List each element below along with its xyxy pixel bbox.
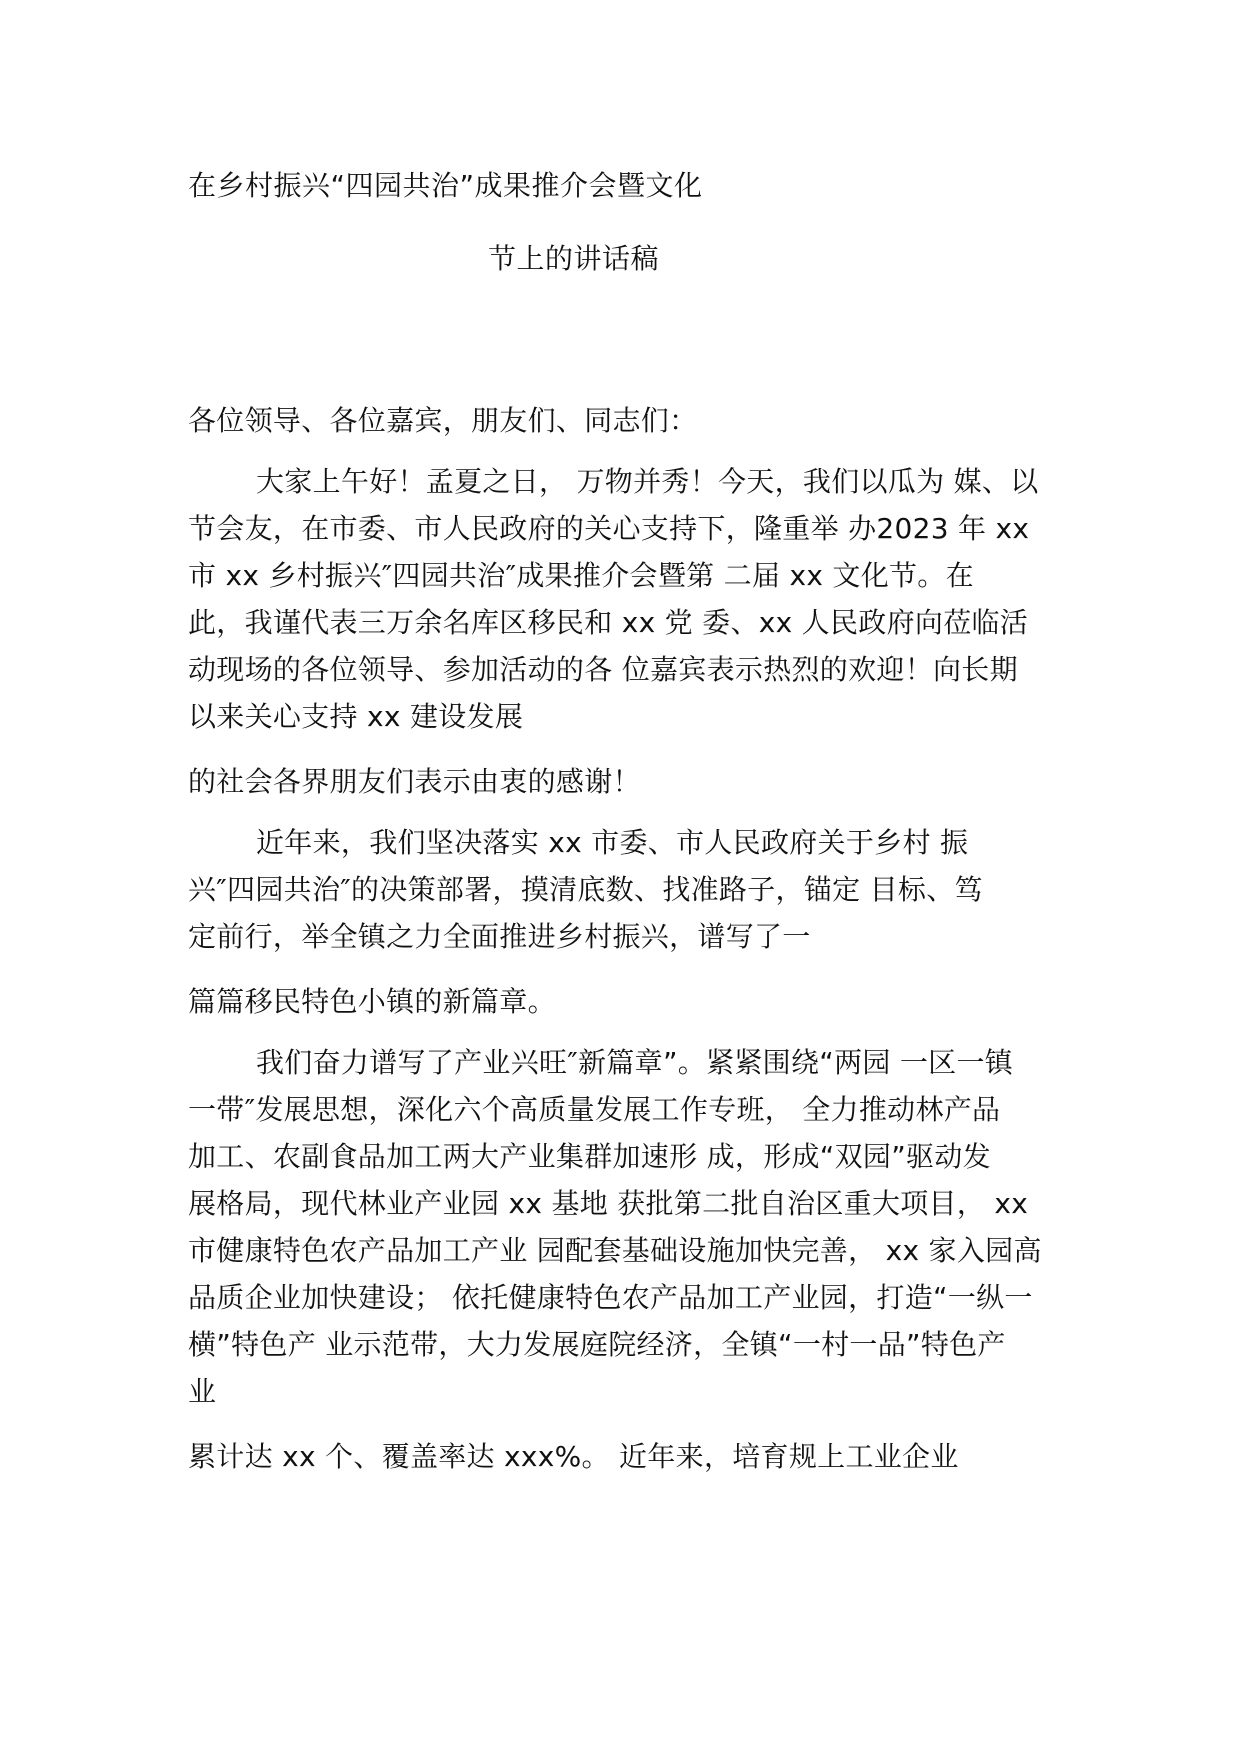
paragraph-recent-years bbox=[188, 819, 1068, 960]
paragraph-line: 品质企业加快建设； 依托健康特色农产品加工产业园，打造“一纵一 bbox=[188, 1281, 1033, 1314]
paragraph-greeting-tail bbox=[188, 758, 1068, 805]
paragraph-line: 以来关心支持 xx 建设发展 bbox=[188, 700, 524, 733]
title-line-1: 在乡村振兴“四园共治”成果推介会暨文化 bbox=[188, 169, 703, 202]
paragraph-industry bbox=[188, 1039, 1068, 1415]
salutation bbox=[188, 397, 1068, 444]
speech-body bbox=[188, 397, 1068, 1480]
paragraph-line: 兴″四园共治″的决策部署，摸清底数、找准路子，锚定 目标、笃 bbox=[188, 873, 983, 906]
paragraph-line: 节会友，在市委、市人民政府的关心支持下，隆重举 办2023 年 xx bbox=[188, 512, 1030, 545]
paragraph-line: 近年来，我们坚决落实 xx 市委、市人民政府关于乡村 振 bbox=[256, 826, 969, 859]
paragraph-line: 定前行，举全镇之力全面推进乡村振兴，谱写了一 bbox=[188, 920, 811, 953]
paragraph-line: 市 xx 乡村振兴″四园共治″成果推介会暨第 二届 xx 文化节。在 bbox=[188, 559, 974, 592]
paragraph-line: 展格局，现代林业产业园 xx 基地 获批第二批自治区重大项目， xx bbox=[188, 1187, 1029, 1220]
paragraph-greeting bbox=[188, 458, 1068, 740]
paragraph-line: 横”特色产 业示范带，大力发展庭院经济，全镇“一村一品”特色产 bbox=[188, 1328, 1006, 1361]
paragraph-line: 的社会各界朋友们表示由衷的感谢！ bbox=[188, 765, 641, 798]
paragraph-industry-tail bbox=[188, 1433, 1068, 1480]
paragraph-line: 大家上午好！孟夏之日， 万物并秀！今天，我们以瓜为 媒、以 bbox=[256, 465, 1039, 498]
paragraph-line: 一带″发展思想，深化六个高质量发展工作专班， 全力推动林产品 bbox=[188, 1093, 1001, 1126]
salutation-text: 各位领导、各位嘉宾，朋友们、同志们： bbox=[188, 404, 698, 437]
title-line-2: 节上的讲话稿 bbox=[488, 242, 660, 275]
paragraph-line: 此，我谨代表三万余名库区移民和 xx 党 委、xx 人民政府向莅临活 bbox=[188, 606, 1029, 639]
paragraph-line: 动现场的各位领导、参加活动的各 位嘉宾表示热烈的欢迎！向长期 bbox=[188, 653, 1018, 686]
paragraph-line: 业 bbox=[188, 1375, 217, 1408]
paragraph-line: 篇篇移民特色小镇的新篇章。 bbox=[188, 985, 556, 1018]
paragraph-line: 市健康特色农产品加工产业 园配套基础设施加快完善， xx 家入园高 bbox=[188, 1234, 1042, 1267]
paragraph-line: 我们奋力谱写了产业兴旺″新篇章”。紧紧围绕“两园 一区一镇 bbox=[256, 1046, 1014, 1079]
paragraph-line: 加工、农副食品加工两大产业集群加速形 成，形成“双园”驱动发 bbox=[188, 1140, 991, 1173]
paragraph-recent-years-tail bbox=[188, 978, 1068, 1025]
paragraph-line: 累计达 xx 个、覆盖率达 xxx%。 近年来，培育规上工业企业 bbox=[188, 1440, 959, 1473]
